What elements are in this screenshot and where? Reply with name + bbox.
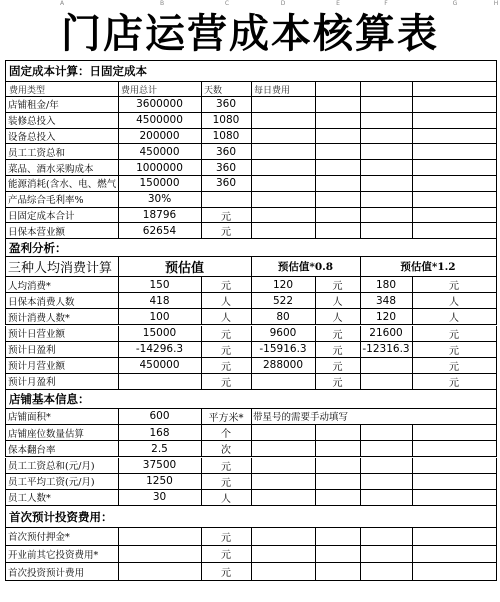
estimate-12-unit: 元: [412, 277, 497, 293]
estimate-12-value[interactable]: 180: [360, 277, 413, 293]
empty-cell[interactable]: [412, 223, 497, 239]
store-unit: 人: [201, 490, 252, 506]
fixed-cost-row: [5, 192, 496, 208]
profit-row: [5, 309, 496, 325]
section-fixed-cost: [5, 60, 496, 82]
empty-cell[interactable]: [360, 113, 413, 129]
estimate-12-value[interactable]: 21600: [360, 326, 413, 342]
invest-row: [5, 546, 496, 564]
daily-cost-cell[interactable]: [251, 129, 316, 145]
estimate-unit: 元: [201, 358, 252, 374]
profit-label: 预计消费人数*: [5, 309, 119, 325]
cost-type-label: 装修总投入: [5, 113, 119, 129]
estimate-value[interactable]: 100: [118, 309, 202, 325]
profit-header-label: 三种人均消费计算: [5, 257, 119, 277]
profit-label: 预计月盈利: [5, 374, 119, 390]
daily-cost-cell[interactable]: [251, 192, 316, 208]
estimate-08-unit: 人: [315, 293, 361, 309]
invest-value[interactable]: [118, 546, 202, 564]
empty-cell[interactable]: [360, 223, 413, 239]
estimate-12-unit: 元: [412, 358, 497, 374]
cost-type-label: 店铺租金/年: [5, 97, 119, 113]
manual-fill-note: 带星号的需要手动填写: [251, 409, 497, 425]
empty-cell[interactable]: [360, 129, 413, 145]
section-title: 固定成本计算：日固定成本: [5, 60, 497, 82]
estimate-08-value[interactable]: 522: [251, 293, 316, 309]
estimate-12-value[interactable]: 120: [360, 309, 413, 325]
store-value[interactable]: 37500: [118, 458, 202, 474]
store-label: 店铺座位数量估算: [5, 425, 119, 441]
store-row: [5, 425, 496, 441]
empty-cell[interactable]: [315, 160, 361, 176]
invest-unit: 元: [201, 546, 252, 564]
empty-cell[interactable]: [315, 528, 361, 546]
empty-cell[interactable]: [412, 458, 497, 474]
store-label: 保本翻台率: [5, 441, 119, 457]
fixed-cost-row: [5, 144, 496, 160]
days-cell[interactable]: 360: [201, 176, 252, 192]
header-estimate-08: 预估值*0.8: [251, 257, 361, 277]
fixed-cost-row: [5, 160, 496, 176]
days-cell[interactable]: 360: [201, 97, 252, 113]
empty-cell[interactable]: [360, 208, 413, 224]
profit-row: [5, 374, 496, 390]
header-estimate: 预估值: [118, 257, 252, 277]
empty-cell[interactable]: [412, 144, 497, 160]
store-row: [5, 474, 496, 490]
empty-cell[interactable]: [360, 97, 413, 113]
section-store: [5, 390, 496, 409]
empty-cell[interactable]: [412, 474, 497, 490]
section-profit: [5, 239, 496, 257]
estimate-12-unit: 人: [412, 309, 497, 325]
col-header-total: 费用总计: [118, 82, 202, 97]
cost-type-label: 能源消耗(含水、电、燃气: [5, 176, 119, 192]
empty-cell[interactable]: [412, 208, 497, 224]
days-cell[interactable]: 1080: [201, 129, 252, 145]
empty-cell[interactable]: [360, 458, 413, 474]
empty-cell[interactable]: [412, 192, 497, 208]
estimate-value[interactable]: 150: [118, 277, 202, 293]
store-row: [5, 409, 496, 425]
estimate-12-value[interactable]: -12316.3: [360, 342, 413, 358]
empty-cell[interactable]: [251, 563, 316, 581]
profit-label: 人均消费*: [5, 277, 119, 293]
empty-cell[interactable]: [360, 425, 413, 441]
empty-cell[interactable]: [412, 176, 497, 192]
fixed-cost-row: [5, 208, 496, 224]
daily-cost-cell[interactable]: [251, 223, 316, 239]
estimate-08-value[interactable]: 120: [251, 277, 316, 293]
profit-row: [5, 277, 496, 293]
estimate-08-value[interactable]: 288000: [251, 358, 316, 374]
column-letter: C: [224, 0, 230, 7]
days-cell[interactable]: 元: [201, 223, 252, 239]
store-value[interactable]: 600: [118, 409, 202, 425]
store-unit: 平方米*: [201, 409, 252, 425]
cost-type-label: 日固定成本合计: [5, 208, 119, 224]
col-header-days: 天数: [201, 82, 252, 97]
estimate-12-unit: 元: [412, 374, 497, 390]
profit-header-row: [5, 257, 496, 277]
empty-cell[interactable]: [412, 441, 497, 457]
empty-cell[interactable]: [315, 546, 361, 564]
empty-cell[interactable]: [315, 441, 361, 457]
empty-cell[interactable]: [315, 563, 361, 581]
cost-total-cell[interactable]: 18796: [118, 208, 202, 224]
cost-type-label: 产品综合毛利率%: [5, 192, 119, 208]
estimate-12-value[interactable]: [360, 358, 413, 374]
daily-cost-cell[interactable]: [251, 144, 316, 160]
cost-total-cell[interactable]: 3600000: [118, 97, 202, 113]
section-invest: [5, 506, 496, 528]
column-letter: A: [59, 0, 65, 7]
fixed-cost-row: [5, 113, 496, 129]
days-cell[interactable]: 360: [201, 160, 252, 176]
invest-label: 首次投资预计费用: [5, 563, 119, 581]
empty-cell[interactable]: [315, 176, 361, 192]
invest-unit: 元: [201, 528, 252, 546]
empty-cell[interactable]: [412, 129, 497, 145]
store-row: [5, 490, 496, 506]
empty-cell[interactable]: [412, 160, 497, 176]
empty-cell[interactable]: [251, 458, 316, 474]
estimate-value[interactable]: 418: [118, 293, 202, 309]
empty-cell[interactable]: [360, 441, 413, 457]
estimate-unit: 元: [201, 342, 252, 358]
estimate-unit: 人: [201, 293, 252, 309]
empty-cell[interactable]: [412, 82, 497, 97]
daily-cost-cell[interactable]: [251, 160, 316, 176]
cost-total-cell[interactable]: 4500000: [118, 113, 202, 129]
profit-label: 预计日营业额: [5, 326, 119, 342]
estimate-12-unit: 元: [412, 326, 497, 342]
sheet-title: 门店运营成本核算表: [61, 10, 439, 57]
section-title: 首次预计投资费用：: [5, 506, 497, 528]
fixed-cost-row: [5, 223, 496, 239]
fixed-cost-row: [5, 129, 496, 145]
profit-row: [5, 358, 496, 374]
fixed-cost-row: [5, 176, 496, 192]
estimate-08-unit: 元: [315, 342, 361, 358]
empty-cell[interactable]: [251, 528, 316, 546]
empty-cell[interactable]: [412, 490, 497, 506]
daily-cost-cell[interactable]: [251, 113, 316, 129]
store-row: [5, 458, 496, 474]
store-unit: 元: [201, 458, 252, 474]
section-title: 店铺基本信息：: [5, 390, 497, 409]
empty-cell[interactable]: [315, 144, 361, 160]
empty-cell[interactable]: [412, 113, 497, 129]
estimate-12-value[interactable]: [360, 374, 413, 390]
store-value[interactable]: 1250: [118, 474, 202, 490]
estimate-value[interactable]: 15000: [118, 326, 202, 342]
empty-cell[interactable]: [315, 458, 361, 474]
invest-value[interactable]: [118, 528, 202, 546]
profit-row: [5, 293, 496, 309]
empty-cell[interactable]: [360, 490, 413, 506]
store-unit: 元: [201, 474, 252, 490]
estimate-08-value[interactable]: [251, 374, 316, 390]
empty-cell[interactable]: [315, 192, 361, 208]
empty-cell[interactable]: [315, 208, 361, 224]
estimate-08-value[interactable]: -15916.3: [251, 342, 316, 358]
estimate-12-value[interactable]: 348: [360, 293, 413, 309]
empty-cell[interactable]: [251, 546, 316, 564]
days-cell[interactable]: 360: [201, 144, 252, 160]
fixed-cost-row: [5, 97, 496, 113]
store-unit: 次: [201, 441, 252, 457]
fixed-header-row: [5, 82, 496, 97]
empty-cell[interactable]: [412, 563, 497, 581]
empty-cell[interactable]: [360, 176, 413, 192]
daily-cost-cell[interactable]: [251, 97, 316, 113]
invest-value[interactable]: [118, 563, 202, 581]
estimate-08-unit: 元: [315, 374, 361, 390]
col-header-daily: 每日费用: [251, 82, 316, 97]
store-row: [5, 441, 496, 457]
empty-cell[interactable]: [315, 425, 361, 441]
profit-row: [5, 326, 496, 342]
empty-cell[interactable]: [251, 425, 316, 441]
estimate-08-value[interactable]: 9600: [251, 326, 316, 342]
profit-label: 日保本消费人数: [5, 293, 119, 309]
estimate-12-unit: 人: [412, 293, 497, 309]
invest-row: [5, 528, 496, 546]
column-letter: B: [159, 0, 165, 7]
estimate-unit: 元: [201, 326, 252, 342]
estimate-unit: 元: [201, 277, 252, 293]
cost-type-label: 菜品、酒水采购成本: [5, 160, 119, 176]
invest-unit: 元: [201, 563, 252, 581]
profit-label: 预计日盈利: [5, 342, 119, 358]
empty-cell[interactable]: [315, 474, 361, 490]
empty-cell[interactable]: [315, 97, 361, 113]
estimate-08-value[interactable]: 80: [251, 309, 316, 325]
cost-total-cell[interactable]: 450000: [118, 144, 202, 160]
header-estimate-12: 预估值*1.2: [360, 257, 497, 277]
estimate-value[interactable]: -14296.3: [118, 342, 202, 358]
column-letter: D: [280, 0, 286, 7]
profit-label: 预计月营业额: [5, 358, 119, 374]
empty-cell[interactable]: [251, 441, 316, 457]
empty-cell[interactable]: [412, 546, 497, 564]
invest-label: 首次预付押金*: [5, 528, 119, 546]
empty-cell[interactable]: [315, 490, 361, 506]
estimate-08-unit: 元: [315, 277, 361, 293]
empty-cell[interactable]: [360, 192, 413, 208]
cost-total-cell[interactable]: 30%: [118, 192, 202, 208]
cost-type-label: 设备总投入: [5, 129, 119, 145]
empty-cell[interactable]: [360, 144, 413, 160]
estimate-08-unit: 人: [315, 309, 361, 325]
column-letter: H: [493, 0, 499, 7]
empty-cell[interactable]: [360, 82, 413, 97]
cost-total-cell[interactable]: 200000: [118, 129, 202, 145]
empty-cell[interactable]: [251, 490, 316, 506]
days-cell[interactable]: [201, 192, 252, 208]
store-value[interactable]: 30: [118, 490, 202, 506]
store-label: 员工人数*: [5, 490, 119, 506]
days-cell[interactable]: 元: [201, 208, 252, 224]
store-label: 店铺面积*: [5, 409, 119, 425]
cost-total-cell[interactable]: 62654: [118, 223, 202, 239]
cost-total-cell[interactable]: 150000: [118, 176, 202, 192]
empty-cell[interactable]: [315, 129, 361, 145]
empty-cell[interactable]: [315, 82, 361, 97]
estimate-08-unit: 元: [315, 326, 361, 342]
store-value[interactable]: 2.5: [118, 441, 202, 457]
invest-row: [5, 563, 496, 581]
empty-cell[interactable]: [360, 528, 413, 546]
section-title: 盈利分析：: [5, 239, 497, 257]
estimate-value[interactable]: 450000: [118, 358, 202, 374]
store-unit: 个: [201, 425, 252, 441]
empty-cell[interactable]: [360, 563, 413, 581]
column-letter: E: [336, 0, 340, 7]
column-letter: F: [384, 0, 388, 7]
estimate-12-unit: 元: [412, 342, 497, 358]
store-value[interactable]: 168: [118, 425, 202, 441]
profit-row: [5, 342, 496, 358]
estimate-unit: 元: [201, 374, 252, 390]
daily-cost-cell[interactable]: [251, 208, 316, 224]
estimate-unit: 人: [201, 309, 252, 325]
empty-cell[interactable]: [360, 546, 413, 564]
empty-cell[interactable]: [360, 474, 413, 490]
col-header-type: 费用类型: [5, 82, 119, 97]
store-label: 员工工资总和(元/月): [5, 458, 119, 474]
store-label: 员工平均工资(元/月): [5, 474, 119, 490]
empty-cell[interactable]: [412, 425, 497, 441]
empty-cell[interactable]: [251, 474, 316, 490]
empty-cell[interactable]: [360, 160, 413, 176]
empty-cell[interactable]: [315, 113, 361, 129]
empty-cell[interactable]: [315, 223, 361, 239]
daily-cost-cell[interactable]: [251, 176, 316, 192]
column-letter: G: [452, 0, 458, 7]
cost-type-label: 员工工资总和: [5, 144, 119, 160]
empty-cell[interactable]: [412, 97, 497, 113]
estimate-value[interactable]: [118, 374, 202, 390]
cost-total-cell[interactable]: 1000000: [118, 160, 202, 176]
cost-type-label: 日保本营业额: [5, 223, 119, 239]
days-cell[interactable]: 1080: [201, 113, 252, 129]
empty-cell[interactable]: [412, 528, 497, 546]
estimate-08-unit: 元: [315, 358, 361, 374]
invest-label: 开业前其它投资费用*: [5, 546, 119, 564]
